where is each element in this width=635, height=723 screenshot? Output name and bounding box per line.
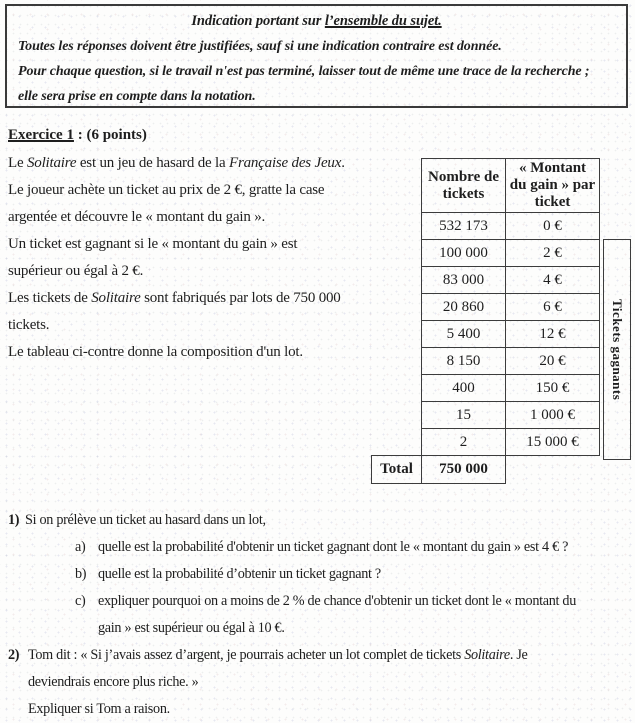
exercise-points: : (6 points) <box>73 127 147 143</box>
table-row <box>422 240 600 267</box>
lot-composition-table <box>421 158 600 456</box>
question-1a: a) quelle est la probabilité d'obtenir un ticket gagnant dont le « montant du gain » est 4 € ? <box>75 539 569 555</box>
tickets-cell: 532 173 <box>422 213 506 240</box>
tickets-cell: 8 150 <box>422 348 506 375</box>
table-row <box>422 294 600 321</box>
instructions-title-underlined: l’ensemble du sujet. <box>324 13 442 29</box>
question-2: 2) Tom dit : « Si j’avais assez d’argent, je pourrais acheter un lot complet de tickets Solitaire. Je <box>8 647 528 663</box>
table-total-row <box>371 455 506 484</box>
instructions-line-1: Toutes les réponses doivent être justifiées, sauf si une indication contraire est donnée. <box>18 39 502 54</box>
exercise-intro-text <box>8 150 420 366</box>
tickets-cell: 2 <box>422 429 506 456</box>
tickets-cell: 5 400 <box>422 321 506 348</box>
table-row <box>422 429 600 456</box>
tickets-cell: 83 000 <box>422 267 506 294</box>
table-row <box>422 348 600 375</box>
question-2-line-3: Expliquer si Tom a raison. <box>28 701 170 717</box>
exercise-title: Exercice 1 <box>8 127 74 143</box>
tickets-cell: 15 <box>422 402 506 429</box>
gain-cell: 6 € <box>506 294 600 321</box>
intro-line-5: supérieur ou égal à 2 €. <box>8 263 144 279</box>
gain-cell: 4 € <box>506 267 600 294</box>
table-row <box>422 321 600 348</box>
intro-line-1: Le Solitaire est un jeu de hasard de la Française des Jeux. <box>8 155 345 171</box>
intro-line-2: Le joueur achète un ticket au prix de 2 €, gratte la case <box>8 182 325 198</box>
table-row <box>422 375 600 402</box>
gain-cell: 0 € <box>506 213 600 240</box>
gain-cell: 15 000 € <box>506 429 600 456</box>
tickets-cell: 20 860 <box>422 294 506 321</box>
gain-cell: 2 € <box>506 240 600 267</box>
question-2-line-2: deviendrais encore plus riche. » <box>28 674 199 690</box>
instructions-line-3: elle sera prise en compte dans la notation. <box>18 89 256 104</box>
questions-block <box>0 507 635 723</box>
tickets-cell: 100 000 <box>422 240 506 267</box>
table-row <box>422 402 600 429</box>
gain-cell: 20 € <box>506 348 600 375</box>
intro-line-4: Un ticket est gagnant si le « montant du gain » est <box>8 236 298 252</box>
total-label: Total <box>372 456 422 484</box>
intro-line-7: tickets. <box>8 317 50 333</box>
general-instructions-box <box>5 4 628 108</box>
table-row <box>422 267 600 294</box>
table-header-row <box>422 159 600 213</box>
header-nombre-de-tickets: Nombre de tickets <box>422 159 506 213</box>
total-value: 750 000 <box>422 456 506 484</box>
gain-cell: 1 000 € <box>506 402 600 429</box>
exercise-heading <box>8 127 147 144</box>
tickets-cell: 400 <box>422 375 506 402</box>
question-1c-continuation: gain » est supérieur ou égal à 10 €. <box>98 620 285 636</box>
table-row <box>422 213 600 240</box>
intro-line-8: Le tableau ci-contre donne la composition d'un lot. <box>8 344 303 360</box>
intro-line-3: argentée et découvre le « montant du gain ». <box>8 209 266 225</box>
question-1c: c) expliquer pourquoi on a moins de 2 % de chance d'obtenir un ticket dont le « montant du <box>75 593 577 609</box>
intro-line-6: Les tickets de Solitaire sont fabriqués par lots de 750 000 <box>8 290 341 306</box>
question-1: 1) Si on prélève un ticket au hasard dans un lot, <box>8 512 266 528</box>
gain-cell: 150 € <box>506 375 600 402</box>
gain-cell: 12 € <box>506 321 600 348</box>
instructions-line-2: Pour chaque question, si le travail n'est pas terminé, laisser tout de même une trace de la recherche ; <box>18 64 590 79</box>
tickets-gagnants-bracket: Tickets gagnants <box>603 239 631 460</box>
instructions-title: Indication portant sur l’ensemble du sujet. <box>191 13 442 29</box>
question-1b: b) quelle est la probabilité d’obtenir un ticket gagnant ? <box>75 566 381 582</box>
header-montant-du-gain: « Montant du gain » par ticket <box>506 159 600 213</box>
